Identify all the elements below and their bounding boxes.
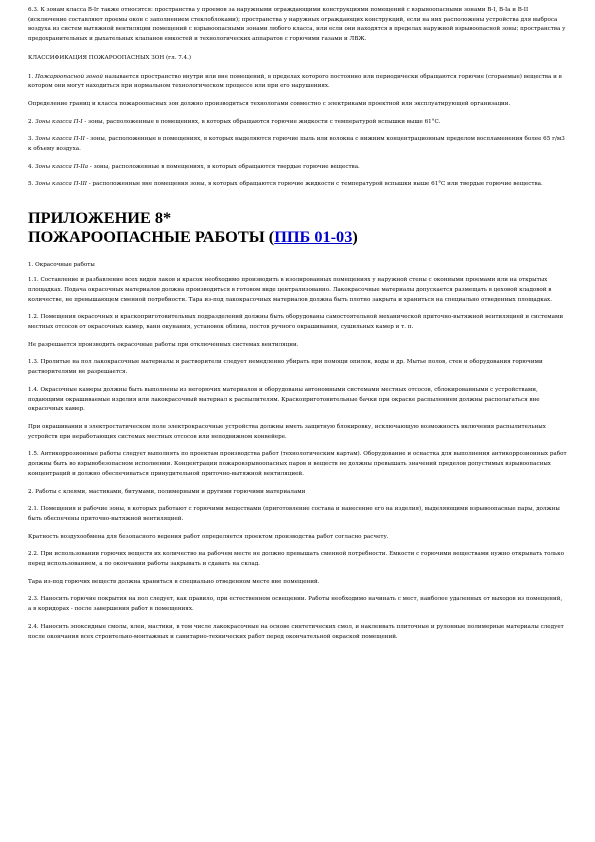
appendix-title-prefix: ПОЖАРООПАСНЫЕ РАБОТЫ ( [28,227,275,247]
fire-zones-paragraph-4 [28,163,567,173]
paragraph-text: - зоны, расположенные в помещениях, в которых обращаются твердые горючие вещества. [88,163,360,170]
paragraph-electrostatic: При окрашивании в электростатическом поле электрокрасочные устройства должны иметь защитную блокировку, исключающую возможность включения распылительных устройств при неработающих системах местных отсосов или неподвижном конвейере. [28,423,546,440]
paragraph-number: 3. [28,136,36,143]
paragraph-number: 4. [28,163,36,170]
section-1-title: 1. Окрасочные работы [28,261,95,268]
paragraph-number: 5. [28,181,36,188]
fire-zones-paragraph-5 [28,180,567,190]
fire-zones-paragraph-1 [28,73,567,92]
paragraph-container-storage: Тара из-под горючих веществ должна храниться в специально отведенном месте вне помещений. [28,578,320,585]
paragraph-1-3: 1.3. Пролитые на пол лакокрасочные материалы и растворители следует немедленно убирать при помощи опилок, воды и др. Мытье полов, стен и оборудования горючими растворителями не разрешается. [28,359,543,376]
paragraph-text: - расположенные вне помещения зоны, в которых обращаются горючие жидкости с температурой вспышки выше 61°С или твердые горючие вещества. [87,181,543,188]
term-fire-hazard-zone: Пожароопасной зоной [35,73,103,80]
ppb-01-03-link[interactable]: ППБ 01-03 [274,227,353,247]
term-zone-class-p2a: Зоны класса П-IIа [35,163,89,170]
paragraph-2-4: 2.4. Наносить эпоксидные смолы, клеи, мастики, в том числе лакокрасочные на основе синтетических смол, и наклеивать плиточные и рулонные полимерные материалы следует после окончания всех строительно-монтажных и санитарно-технических работ перед окончательной окраской помещений. [28,623,564,640]
term-zone-class-p2: Зоны класса П-II [35,136,85,143]
fire-zones-section-title: КЛАССИФИКАЦИЯ ПОЖАРООПАСНЫХ ЗОН (гл. 7.4.) [28,54,192,61]
paragraph-text: называется пространство внутри или вне помещений, в пределах которого постоянно или периодически обращаются горючие (сгораемые) вещества и в котором они могут находиться при нормальном технологическом процессе или при его нарушениях. [28,73,562,90]
fire-zones-paragraph-2 [28,118,567,128]
paragraph-2-1: 2.1. Помещения и рабочие зоны, в которых работают с горючими веществами (приготовление состава и нанесение его на изделия), выделяющими взрывоопасные пары, должны быть обеспечены приточно-вытяжной вентиляцией. [28,506,560,522]
section-2-title: 2. Работы с клеями, мастиками, битумами, полимерными и другими горючими материалами [28,488,306,495]
paragraph-text: - зоны, расположенные в помещениях, в которых выделяются горючие пыль или волокна с нижним концентрационным пределом воспламенения более 65 г/м3 к объему воздуха. [28,136,565,153]
appendix-title-line-2 [28,227,358,246]
paragraph-6-3: 6.3. К зонам класса В-Iг также относятся: пространства у проемов за наружными ограждающими конструкциями помещений с взрывоопасными зонами В-I, В-Iа и В-II (исключение составляют проемы окон с заполнением стеклоблоками); пространства у наружных ограждающих конструкций, если на них расположены устройства для выброса воздуха из систем вытяжной вентиляции помещений с взрывоопасными зонами любого класса, или если они находятся в пределах наружной взрывоопасной зоны; пространства у предохранительных и дыхательных клапанов емкостей и технологических аппаратов с горючими газами и ЛВЖ. [28,7,566,43]
paragraph-1-5: 1.5. Антикоррозионные работы следует выполнять по проектам производства работ (технологическим картам). Оборудование и оснастка для выполнения антикоррозионных работ должны быть во взрывобезопасном исполнении. Концентрации пожаровзрывоопасных паров и веществ не должны превышать значений пределов допустимых взрывоопасных концентраций и должно обеспечиваться принудительной приточно-вытяжной вентиляцией. [28,451,567,477]
appendix-title-line-1: ПРИЛОЖЕНИЕ 8* [28,208,172,228]
paragraph-1-1: 1.1. Составление и разбавление всех видов лаков и красок необходимо производить в изолированных помещениях у наружной стены с оконными проемами или на открытых площадках. Подача окрасочных материалов должна производиться в готовом виде централизованно. Лакокрасочные материалы допускается размещать в цеховой кладовой в количестве, не превышающем сменной потребности. Тара из-под лакокрасочных материалов должна быть плотно закрыта и храниться на специально отведенных площадках. [28,277,552,303]
paragraph-ventilation: Не разрешается производить окрасочные работы при отключенных системах вентиляции. [28,341,299,348]
term-zone-class-p3: Зоны класса П-III [35,181,88,188]
paragraph-number: 2. [28,118,36,125]
appendix-title-suffix: ) [352,227,358,247]
paragraph-2-2: 2.2. При использовании горючих веществ их количество на рабочем месте не должно превышать сменной потребности. Емкости с горючими веществами нужно открывать только перед использованием, а по окончании работы закрывать и сдавать на склад. [28,551,564,568]
fire-zones-paragraph-3 [28,135,567,154]
paragraph-1-4: 1.4. Окрасочные камеры должны быть выполнены из негорючих материалов и оборудованы автономными системами местных отсосов, сблокированными с устройствами, подающими окрашиваемые изделия или лакокрасочный материал к распылителям. Краскоприготовительные бачки при окраске распылением должны располагаться вне окрасочных камер. [28,386,540,413]
paragraph-text: - зоны, расположенные в помещениях, в которых обращаются горючие жидкости с температурой вспышки выше 61°С. [82,118,441,125]
paragraph-1-2: 1.2. Помещения окрасочных и краскоприготовительных подразделений должны быть оборудованы самостоятельной механической приточно-вытяжной вентиляцией и системами местных отсосов от окрасочных камер, ванн окунания, установок облива, постов ручного окрашивания, сушильных камер и т. п. [28,314,564,331]
paragraph-air-exchange: Кратность воздухообмена для безопасного ведения работ определяется проектом производства работ согласно расчету. [28,533,389,540]
term-zone-class-p1: Зоны класса П-I [35,118,83,125]
appendix-heading [28,208,567,246]
paragraph-2-3: 2.3. Наносить горючие покрытия на пол следует, как правило, при естественном освещении. Работы необходимо начинать с мест, наиболее удаленных от выходов из помещений, а в коридорах - после завершения работ в помещениях. [28,596,563,613]
fire-zones-definition-paragraph: Определение границ и класса пожароопасных зон должно производиться технологами совместно с электриками проектной или эксплуатирующей организации. [28,100,511,107]
paragraph-number: 1. [28,73,36,80]
